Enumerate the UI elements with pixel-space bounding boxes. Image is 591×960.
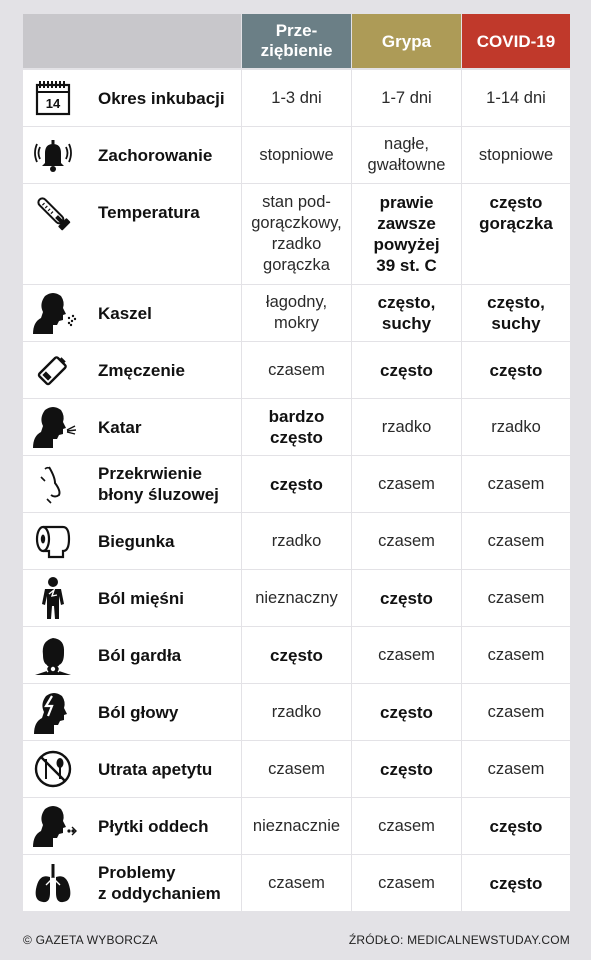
cold-value: często [241, 627, 351, 683]
row-label: Katar [83, 399, 241, 455]
table-row [23, 741, 570, 798]
row-label: Temperatura [83, 184, 241, 284]
calendar-icon [23, 70, 83, 126]
shallow-breath-icon [23, 798, 83, 854]
row-label: Ból głowy [83, 684, 241, 740]
cold-value: 1-3 dni [241, 70, 351, 126]
header-covid: COVID-19 [461, 14, 570, 68]
headache-icon [23, 684, 83, 740]
table-body [23, 70, 570, 912]
row-label: Problemy z oddychaniem [83, 855, 241, 911]
sore-throat-icon [23, 627, 83, 683]
flu-value: nagłe, gwałtowne [351, 127, 461, 183]
low-battery-icon [23, 342, 83, 398]
row-label: Zmęczenie [83, 342, 241, 398]
table-row [23, 798, 570, 855]
covid-value: często [461, 855, 570, 911]
flu-value: czasem [351, 456, 461, 512]
row-label: Utrata apetytu [83, 741, 241, 797]
muscle-pain-icon [23, 570, 83, 626]
cold-value: czasem [241, 855, 351, 911]
row-label: Zachorowanie [83, 127, 241, 183]
toilet-paper-icon [23, 513, 83, 569]
covid-value: często, suchy [461, 285, 570, 341]
cold-value: łagodny, mokry [241, 285, 351, 341]
row-label: Kaszel [83, 285, 241, 341]
covid-value: czasem [461, 684, 570, 740]
covid-value: często [461, 798, 570, 854]
cold-value: nieznacznie [241, 798, 351, 854]
calendar-day-text: 14 [45, 96, 61, 111]
cold-value: często [241, 456, 351, 512]
covid-value: stopniowe [461, 127, 570, 183]
flu-value: 1-7 dni [351, 70, 461, 126]
flu-value: często [351, 684, 461, 740]
cold-value: czasem [241, 342, 351, 398]
header-blank-cell [23, 14, 241, 68]
covid-value: często gorączka [461, 184, 570, 284]
header-flu: Grypa [351, 14, 461, 68]
flu-value: często [351, 741, 461, 797]
alarm-bell-icon [23, 127, 83, 183]
no-food-icon [23, 741, 83, 797]
table-row [23, 684, 570, 741]
table-row [23, 399, 570, 456]
cold-value: rzadko [241, 513, 351, 569]
row-label: Biegunka [83, 513, 241, 569]
row-label: Ból gardła [83, 627, 241, 683]
nose-icon [23, 456, 83, 512]
row-label: Płytki oddech [83, 798, 241, 854]
flu-value: często [351, 570, 461, 626]
cold-value: bardzo często [241, 399, 351, 455]
table-header-row [23, 14, 570, 70]
cold-value: stopniowe [241, 127, 351, 183]
table-row [23, 342, 570, 399]
table-row [23, 513, 570, 570]
covid-value: czasem [461, 627, 570, 683]
table-row [23, 570, 570, 627]
covid-value: często [461, 342, 570, 398]
cold-value: nieznaczny [241, 570, 351, 626]
header-cold: Prze- ziębienie [241, 14, 351, 68]
table-row [23, 70, 570, 127]
footer-credit: © GAZETA WYBORCZA [23, 933, 158, 947]
table-row [23, 456, 570, 513]
row-label: Okres inkubacji [83, 70, 241, 126]
table-row [23, 127, 570, 184]
flu-value: często [351, 342, 461, 398]
flu-value: czasem [351, 627, 461, 683]
row-label: Przekrwienie błony śluzowej [83, 456, 241, 512]
flu-value: często, suchy [351, 285, 461, 341]
table-row [23, 627, 570, 684]
cough-icon [23, 285, 83, 341]
covid-value: czasem [461, 741, 570, 797]
flu-value: czasem [351, 855, 461, 911]
flu-value: czasem [351, 798, 461, 854]
cold-value: czasem [241, 741, 351, 797]
table-row [23, 184, 570, 285]
table-row [23, 285, 570, 342]
cold-value: rzadko [241, 684, 351, 740]
comparison-table [23, 14, 570, 912]
flu-value: rzadko [351, 399, 461, 455]
thermometer-icon [23, 184, 83, 284]
cold-value: stan pod- gorączkowy, rzadko gorączka [241, 184, 351, 284]
footer-source: ŹRÓDŁO: MEDICALNEWSTUDAY.COM [348, 933, 570, 947]
covid-value: czasem [461, 570, 570, 626]
covid-value: rzadko [461, 399, 570, 455]
covid-value: czasem [461, 513, 570, 569]
footer [23, 933, 570, 947]
row-label: Ból mięśni [83, 570, 241, 626]
table-row [23, 855, 570, 912]
flu-value: czasem [351, 513, 461, 569]
lungs-icon [23, 855, 83, 911]
sneeze-icon [23, 399, 83, 455]
covid-value: czasem [461, 456, 570, 512]
covid-value: 1-14 dni [461, 70, 570, 126]
flu-value: prawie zawsze powyżej 39 st. C [351, 184, 461, 284]
